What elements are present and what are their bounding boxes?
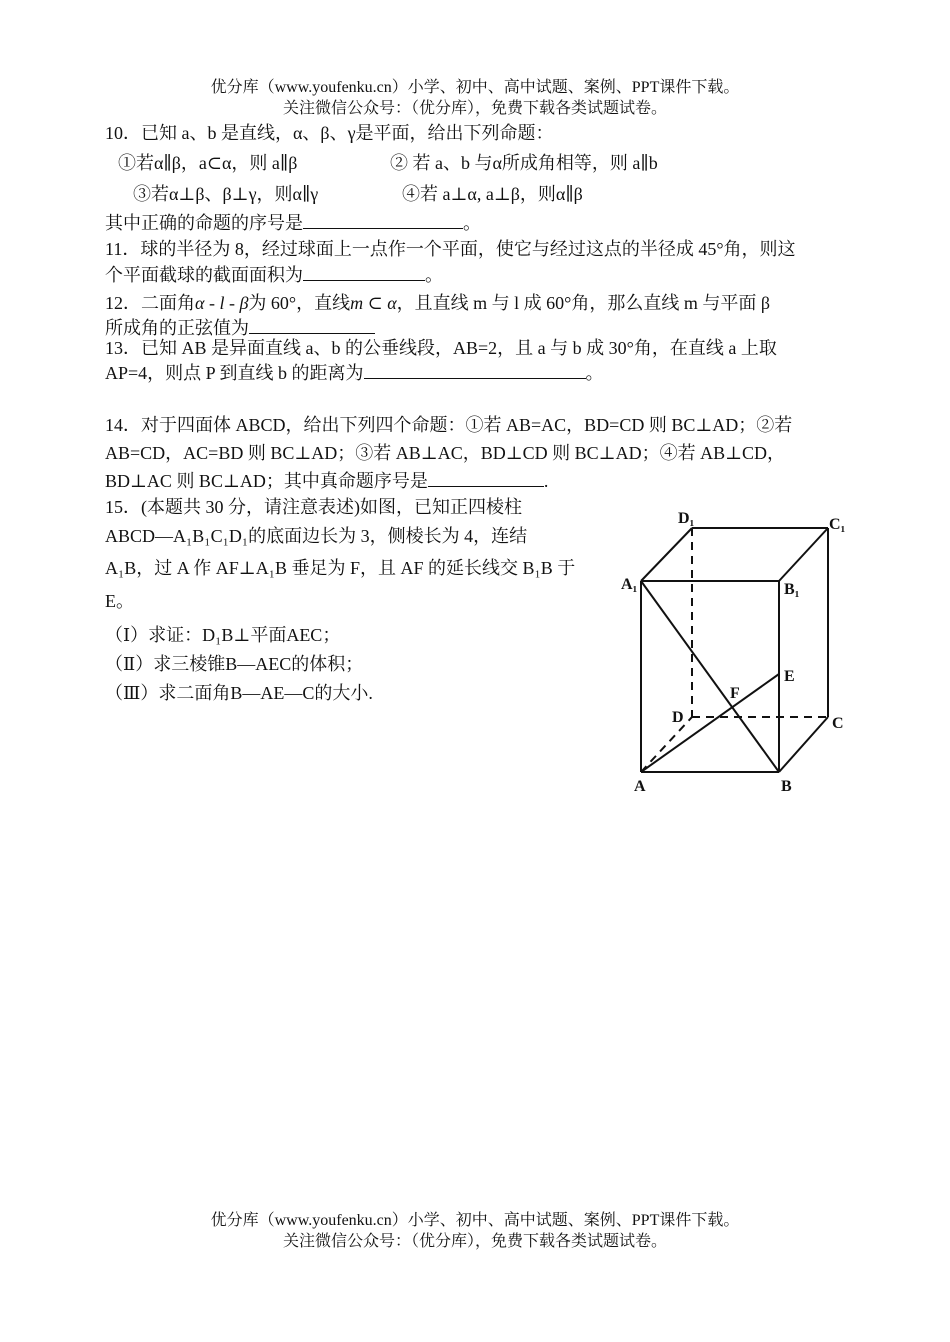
q12-line-1 xyxy=(105,290,770,316)
q12-ask-text: 所成角的正弦值为 xyxy=(105,318,249,338)
q11-line-2 xyxy=(105,262,443,288)
q10-end: 。 xyxy=(463,213,481,233)
q15-line-3: A₁B，过 A 作 AF⊥A₁B 垂足为 F，且 AF 的延长线交 B₁B 于 xyxy=(105,558,576,578)
q10-option-1: ①若α∥β，a⊂α，则 a∥β xyxy=(118,153,298,173)
q14-end: . xyxy=(543,471,549,491)
label-b1: B₁ xyxy=(784,581,800,598)
q14-line-3 xyxy=(105,468,548,494)
q10-option-3: ③若α⊥β、β⊥γ，则α∥γ xyxy=(133,184,319,204)
q15-part-1: （Ⅰ）求证：D₁B⊥平面AEC； xyxy=(105,625,341,645)
hidden-edge-a-d xyxy=(641,717,692,772)
header-line-2: 关注微信公众号：（优分库），免费下载各类试题试卷。 xyxy=(282,100,667,117)
q15-line-1: 15．(本题共 30 分，请注意表述)如图，已知正四棱柱 xyxy=(105,497,522,517)
edge-b-c xyxy=(779,717,828,772)
q12-dihedral-expr: α - l - β xyxy=(195,293,249,313)
q14-line-1: 14．对于四面体 ABCD，给出下列四个命题：①若 AB=AC，BD=CD 则 BC⊥AD；②若 xyxy=(105,415,793,435)
q13-line-2 xyxy=(105,360,604,386)
q15-line-4: E。 xyxy=(105,591,134,611)
label-a1: A₁ xyxy=(621,576,638,593)
q10-ask-text: 其中正确的命题的序号是 xyxy=(105,213,303,233)
q10-option-4: ④若 a⊥α, a⊥β，则α∥β xyxy=(402,184,583,204)
q11-ask-text: 个平面截球的截面面积为 xyxy=(105,265,303,285)
prism-figure xyxy=(612,505,852,800)
q12-text-e: ，且直线 m 与 l 成 60°角，那么直线 m 与平面 β xyxy=(396,293,770,313)
label-c1: C₁ xyxy=(829,516,846,533)
q14-answer-blank[interactable] xyxy=(428,468,544,487)
segment-a-e xyxy=(641,674,779,772)
label-b: B xyxy=(781,778,792,795)
q10-answer-blank[interactable] xyxy=(303,210,463,229)
edge-a1-d1 xyxy=(641,528,692,581)
q12-text-c: 为 60°，直线 xyxy=(248,293,351,313)
header-line-1: 优分库（www.youfenku.cn）小学、初中、高中试题、案例、PPT课件下载。 xyxy=(210,79,740,96)
label-d1: D₁ xyxy=(678,510,695,527)
q11-end: 。 xyxy=(425,265,443,285)
q15-part-3: （Ⅲ）求二面角B—AE—C的大小. xyxy=(105,683,373,703)
q14-line-2: AB=CD，AC=BD 则 BC⊥AD；③若 AB⊥AC，BD⊥CD 则 BC⊥AD；④若 AB⊥CD， xyxy=(105,443,786,463)
footer-line-2: 关注微信公众号：（优分库），免费下载各类试题试卷。 xyxy=(282,1233,667,1250)
q15-line-2: ABCD—A₁B₁C₁D₁的底面边长为 3，侧棱长为 4，连结 xyxy=(105,526,528,546)
footer-line-1: 优分库（www.youfenku.cn）小学、初中、高中试题、案例、PPT课件下载。 xyxy=(210,1212,740,1229)
label-f: F xyxy=(730,685,740,702)
q10-option-2: ② 若 a、b 与α所成角相等，则 a∥b xyxy=(390,153,658,173)
q14-ask-text: BD⊥AC 则 BC⊥AD；其中真命题序号是 xyxy=(105,471,428,491)
q13-answer-blank[interactable] xyxy=(364,360,586,379)
label-e: E xyxy=(784,668,795,685)
q10-stem: 10．已知 a、b 是直线，α、β、γ是平面，给出下列命题： xyxy=(105,123,554,143)
label-a: A xyxy=(634,778,646,795)
label-c: C xyxy=(832,715,844,732)
q12-text-a: 12．二面角 xyxy=(105,293,195,313)
q13-end: 。 xyxy=(585,363,604,383)
q13-ask-text: AP=4，则点 P 到直线 b 的距离为 xyxy=(105,363,364,383)
q12-line-expr: m ⊂ α xyxy=(350,293,397,313)
q10-ask xyxy=(105,210,481,236)
label-d: D xyxy=(672,709,684,726)
q15-part-2: （Ⅱ）求三棱锥B—AEC的体积； xyxy=(105,654,364,674)
segment-a1-b xyxy=(641,581,779,772)
q12-answer-blank[interactable] xyxy=(249,315,375,334)
q13-line-1: 13．已知 AB 是异面直线 a、b 的公垂线段，AB=2，且 a 与 b 成 30°角，在直线 a 上取 xyxy=(105,338,777,358)
q11-line-1: 11．球的半径为 8，经过球面上一点作一个平面，使它与经过这点的半径成 45°角，则这 xyxy=(105,239,796,259)
edge-b1-c1 xyxy=(779,528,828,581)
q11-answer-blank[interactable] xyxy=(303,262,425,281)
